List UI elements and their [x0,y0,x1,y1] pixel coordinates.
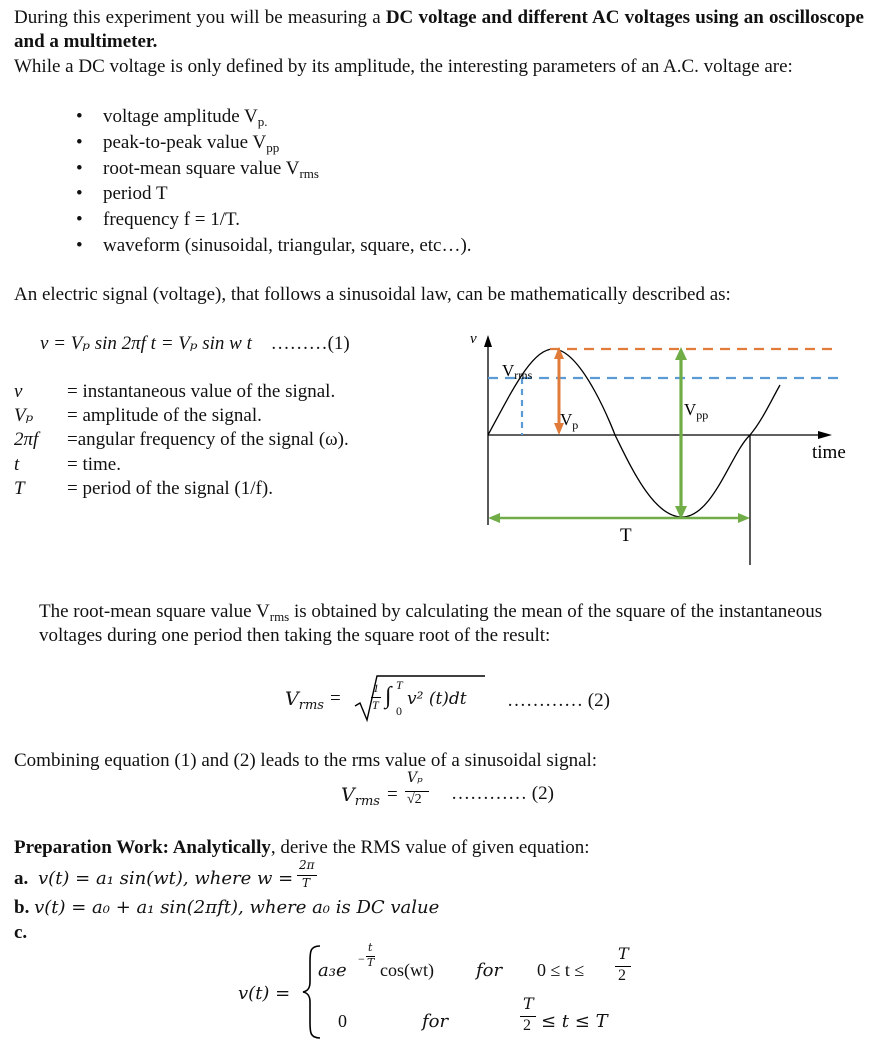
case1-exp-num: t [368,941,373,954]
equation-2 [285,672,645,730]
equation-2-equals: = [330,688,341,709]
case1-frac-num: T [618,944,629,963]
case1-expr: a₃e [318,960,347,981]
list-item: • voltage amplitude $V_{p.}$ [76,104,776,130]
list-item: • root-mean square value $V_{rms}$ [76,156,776,182]
vrms-label: Vrms [502,361,533,382]
equation-1-formula: v = Vₚ sin 2πf t = Vₚ sin w t [40,333,252,354]
period-arrow-head-left [488,513,500,523]
vpp-label: $V_{pp}$ [684,400,709,422]
y-axis-arrow [484,335,492,347]
equation-1-tag: ………(1) [270,333,350,354]
integral-upper: T [396,678,403,692]
case2-cond: ≤ t ≤ T [541,1011,608,1032]
signal-intro: An electric signal (voltage), that follows a sinusoidal law, can be mathematically described as: [14,284,731,305]
x-axis-arrow [818,431,832,439]
equation-2-tag: ………… (2) [507,690,610,711]
list-item: • period T [76,181,776,207]
case1-for: for [476,960,503,981]
x-axis-label: time [812,442,846,463]
rms-paragraph: The root-mean square value $V_{rms}$ is obtained by calculating the mean of the square of the instantaneous voltages during one period then taking the square root of the result: [39,601,823,646]
prep-item-c-label: c. [14,922,28,943]
equation-2-lhs: $V_{rms}$ [285,688,324,713]
sine-wave-diagram [460,325,860,575]
case1-exp-den: T [367,956,375,969]
intro-second-text: While a DC voltage is only defined by its amplitude, the interesting parameters of an A.C. voltage are: [14,56,793,77]
intro-second-paragraph [14,55,864,79]
equation-3-equals: = [387,784,398,805]
prep-heading: Preparation Work: Analytically, derive the RMS value of given equation: [14,837,590,858]
intro-lead-bold: DC voltage and different AC voltages using an oscilloscope and a multimeter. [14,7,864,52]
equation-3 [341,770,601,814]
case2-for: for [422,1011,449,1032]
equation-1 [40,332,350,355]
prep-item-a-text: v(t) = a₁ sin(wt), where w = [38,868,294,889]
case2-frac-num: T [523,994,534,1013]
equation-3-num: Vₚ [407,770,423,786]
case2-frac-den: 2 [523,1017,531,1034]
equation-3-den: √2 [407,792,422,807]
case1-exp-minus: − [358,952,365,966]
intro-paragraph [14,6,864,54]
definition-table: v = instantaneous value of the signal. Vₚ = amplitude of the signal. 2πf =angular frequency of the signal (ω). t = time. T = period of the signal (1/f). [14,381,349,499]
case2-expr: 0 [338,1011,347,1031]
piecewise-function [238,942,658,1042]
equation-3-lhs: $V_{rms}$ [341,784,380,809]
list-item: • frequency f = 1/T. [76,207,776,233]
equation-2-frac-num: 1 [373,681,379,695]
integral-sign: ∫ [385,683,392,709]
case1-cos: cos(wt) [380,960,434,980]
list-item: • waveform (sinusoidal, triangular, square, etc…). [76,233,776,259]
period-arrow-head-right [738,513,750,523]
vp-label: $V_p$ [560,410,579,432]
piecewise-brace [300,944,324,1040]
case1-cond: 0 ≤ t ≤ [537,960,585,980]
period-label: T [620,525,632,546]
prep-item-a: a. v(t) = a₁ sin(wt), where w = 2π T [14,858,514,898]
list-item: • peak-to-peak value $V_{pp}$ [76,130,776,156]
prep-item-b: b. v(t) = a₀ + a₁ sin(2πft), where a₀ is DC value [14,897,440,918]
parameter-list [76,104,776,259]
equation-2-integrand: v² (t)dt [407,689,467,709]
y-axis-label: v [470,331,477,347]
combine-text: Combining equation (1) and (2) leads to the rms value of a sinusoidal signal: [14,750,598,771]
piecewise-lhs: v(t) = [238,983,291,1004]
equation-2-frac-den: T [372,698,379,712]
case1-frac-den: 2 [618,967,626,984]
equation-3-tag: ………… (2) [451,783,554,804]
integral-lower: 0 [396,704,402,718]
intro-lead: During this experiment you will be measuring a [14,7,386,28]
